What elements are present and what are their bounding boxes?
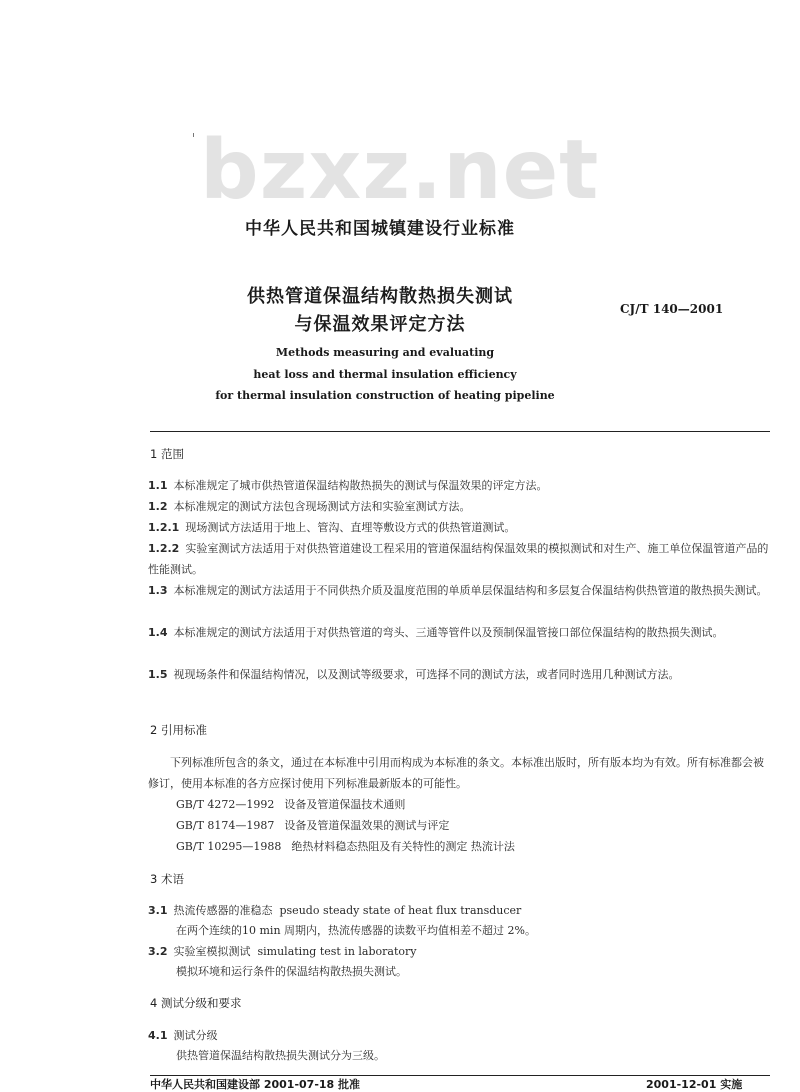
term-3-1 bbox=[148, 900, 770, 921]
ministry-title: 中华人民共和国城镇建设行业标准 bbox=[245, 219, 515, 239]
clause-number: 1.3 bbox=[148, 584, 168, 597]
section2-heading: 2 引用标准 bbox=[150, 723, 207, 737]
reference-item bbox=[176, 817, 449, 833]
clause-text: 本标准规定了城市供热管道保温结构散热损失的测试与保温效果的评定方法。 bbox=[173, 479, 548, 492]
reference-item bbox=[176, 838, 515, 854]
clause-text: 本标准规定的测试方法适用于对供热管道的弯头、三通等管件以及预制保温管接口部位保温结构的散热损失测试。 bbox=[173, 626, 724, 639]
title-en-line1: Methods measuring and evaluating bbox=[275, 346, 495, 359]
clause-1-2-2 bbox=[148, 538, 770, 580]
clause-1-3 bbox=[148, 580, 770, 601]
term-3-2-definition: 模拟环境和运行条件的保温结构散热损失测试。 bbox=[176, 965, 407, 978]
clause-number: 4.1 bbox=[148, 1029, 168, 1042]
reference-code: GB/T 4272—1992 bbox=[176, 798, 275, 811]
clause-number: 1.2 bbox=[148, 500, 168, 513]
clause-text: 实验室测试方法适用于对供热管道建设工程采用的管道保温结构保温效果的模拟测试和对生产、施工单位保温管道产品的性能测试。 bbox=[148, 542, 769, 576]
term-english: pseudo steady state of heat flux transducer bbox=[279, 904, 522, 917]
term-english: simulating test in laboratory bbox=[257, 945, 417, 958]
watermark: bzxz.net bbox=[200, 123, 600, 218]
title-cn-line2: 与保温效果评定方法 bbox=[294, 314, 466, 335]
approval-date: 中华人民共和国建设部 2001-07-18 批准 bbox=[150, 1078, 361, 1091]
clause-text: 测试分级 bbox=[173, 1029, 218, 1042]
clause-1-1 bbox=[148, 475, 770, 496]
clause-number: 1.5 bbox=[148, 668, 168, 681]
clause-4-1 bbox=[148, 1025, 770, 1046]
clause-number: 1.4 bbox=[148, 626, 168, 639]
title-en-line3: for thermal insulation construction of heating pipeline bbox=[215, 389, 555, 402]
section3-heading: 3 术语 bbox=[150, 872, 184, 886]
reference-title: 设备及管道保温效果的测试与评定 bbox=[284, 819, 450, 832]
term-name: 实验室模拟测试 bbox=[173, 945, 251, 958]
clause-4-1-text: 供热管道保温结构散热损失测试分为三级。 bbox=[176, 1049, 385, 1062]
clause-number: 3.1 bbox=[148, 904, 168, 917]
clause-1-2-1 bbox=[148, 517, 770, 538]
reference-title: 绝热材料稳态热阻及有关特性的测定 热流计法 bbox=[291, 840, 515, 853]
clause-text: 现场测试方法适用于地上、管沟、直埋等敷设方式的供热管道测试。 bbox=[185, 521, 516, 534]
header-divider bbox=[150, 431, 770, 432]
term-3-1-definition: 在两个连续的10 min 周期内，热流传感器的读数平均值相差不超过 2%。 bbox=[176, 924, 536, 937]
clause-number: 1.1 bbox=[148, 479, 168, 492]
clause-number: 3.2 bbox=[148, 945, 168, 958]
term-name: 热流传感器的准稳态 bbox=[173, 904, 273, 917]
clause-1-5 bbox=[148, 664, 770, 685]
reference-code: GB/T 8174—1987 bbox=[176, 819, 275, 832]
implementation-date: 2001-12-01 实施 bbox=[646, 1078, 743, 1091]
clause-number: 1.2.1 bbox=[148, 521, 180, 534]
clause-text: 本标准规定的测试方法包含现场测试方法和实验室测试方法。 bbox=[173, 500, 471, 513]
scan-mark bbox=[193, 133, 194, 137]
clause-1-2 bbox=[148, 496, 770, 517]
clause-number: 1.2.2 bbox=[148, 542, 180, 555]
section1-heading: 1 范围 bbox=[150, 447, 184, 461]
term-3-2 bbox=[148, 941, 770, 962]
clause-text: 视现场条件和保温结构情况，以及测试等级要求，可选择不同的测试方法，或者同时选用几种测试方法。 bbox=[173, 668, 680, 681]
reference-code: GB/T 10295—1988 bbox=[176, 840, 282, 853]
clause-1-4 bbox=[148, 622, 770, 643]
reference-item bbox=[176, 796, 405, 812]
clause-text: 本标准规定的测试方法适用于不同供热介质及温度范围的单质单层保温结构和多层复合保温结构供热管道的散热损失测试。 bbox=[173, 584, 768, 597]
title-cn-line1: 供热管道保温结构散热损失测试 bbox=[247, 286, 513, 307]
standard-code: CJ/T 140—2001 bbox=[620, 302, 724, 316]
reference-title: 设备及管道保温技术通则 bbox=[284, 798, 406, 811]
section2-intro: 下列标准所包含的条文，通过在本标准中引用而构成为本标准的条文。本标准出版时，所有版本均为有效。所有标准都会被修订，使用本标准的各方应探讨使用下列标准最新版本的可能性。 bbox=[148, 756, 764, 790]
title-en-line2: heat loss and thermal insulation efficiency bbox=[253, 368, 517, 381]
section4-heading: 4 测试分级和要求 bbox=[150, 996, 242, 1010]
